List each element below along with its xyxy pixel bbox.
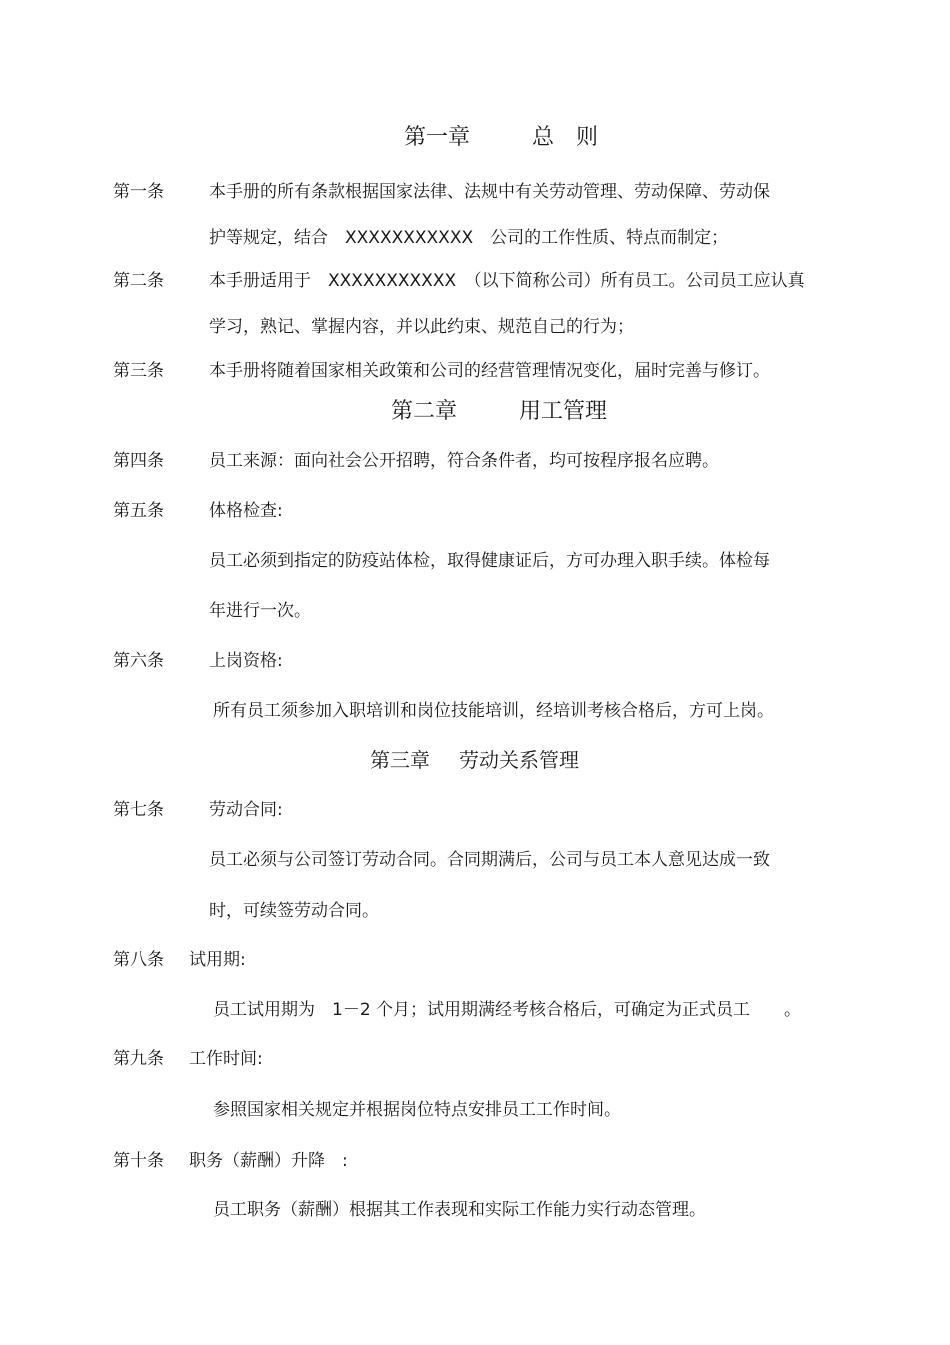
- article-5-heading: 体格检查:: [209, 501, 283, 521]
- article-10-line-1: 员工职务（薪酬）根据其工作表现和实际工作能力实行动态管理。: [213, 1200, 706, 1220]
- article-10-label: 第十条: [113, 1151, 164, 1171]
- article-2-line-1: 本手册适用于 XXXXXXXXXXX （以下简称公司）所有员工。公司员工应认真: [209, 271, 805, 291]
- chapter-1-number: 第一章: [404, 125, 471, 150]
- article-3-line-1: 本手册将随着国家相关政策和公司的经营管理情况变化，届时完善与修订。: [209, 361, 770, 381]
- chapter-2-number: 第二章: [391, 399, 458, 424]
- article-2-label: 第二条: [113, 271, 164, 291]
- article-9-heading: 工作时间:: [189, 1049, 263, 1069]
- article-8-label: 第八条: [113, 950, 164, 970]
- article-4-line-1: 员工来源：面向社会公开招聘，符合条件者，均可按程序报名应聘。: [209, 451, 719, 471]
- chapter-1-title: 总 则: [532, 125, 599, 150]
- chapter-2-title: 用工管理: [519, 399, 608, 424]
- article-6-label: 第六条: [113, 651, 164, 671]
- article-2-line-2: 学习，熟记、掌握内容，并以此约束、规范自己的行为；: [209, 317, 634, 337]
- article-7-heading: 劳动合同:: [209, 800, 283, 820]
- article-7-label: 第七条: [113, 800, 164, 820]
- article-5-line-1: 员工必须到指定的防疫站体检，取得健康证后，方可办理入职手续。体检每: [209, 551, 770, 571]
- chapter-3-title: 劳动关系管理: [459, 748, 579, 772]
- article-5-line-2: 年进行一次。: [209, 601, 311, 621]
- article-4-label: 第四条: [113, 451, 164, 471]
- article-9-line-1: 参照国家相关规定并根据岗位特点安排员工工作时间。: [213, 1100, 621, 1120]
- article-1-line-1: 本手册的所有条款根据国家法律、法规中有关劳动管理、劳动保障、劳动保: [209, 182, 770, 202]
- article-7-line-2: 时，可续签劳动合同。: [209, 901, 379, 921]
- article-6-line-1: 所有员工须参加入职培训和岗位技能培训，经培训考核合格后，方可上岗。: [213, 701, 774, 721]
- article-6-heading: 上岗资格:: [209, 651, 283, 671]
- article-8-heading: 试用期:: [189, 950, 246, 970]
- article-10-heading: 职务（薪酬）升降 :: [189, 1151, 348, 1171]
- article-5-label: 第五条: [113, 501, 164, 521]
- article-3-label: 第三条: [113, 361, 164, 381]
- article-9-label: 第九条: [113, 1049, 164, 1069]
- article-1-label: 第一条: [113, 182, 164, 202]
- article-1-line-2: 护等规定，结合 XXXXXXXXXXX 公司的工作性质、特点而制定；: [209, 228, 729, 248]
- article-7-line-1: 员工必须与公司签订劳动合同。合同期满后，公司与员工本人意见达成一致: [209, 850, 770, 870]
- article-8-line-1: 员工试用期为 1－2 个月；试用期满经考核合格后，可确定为正式员工 。: [213, 1000, 802, 1020]
- chapter-3-number: 第三章: [370, 748, 430, 772]
